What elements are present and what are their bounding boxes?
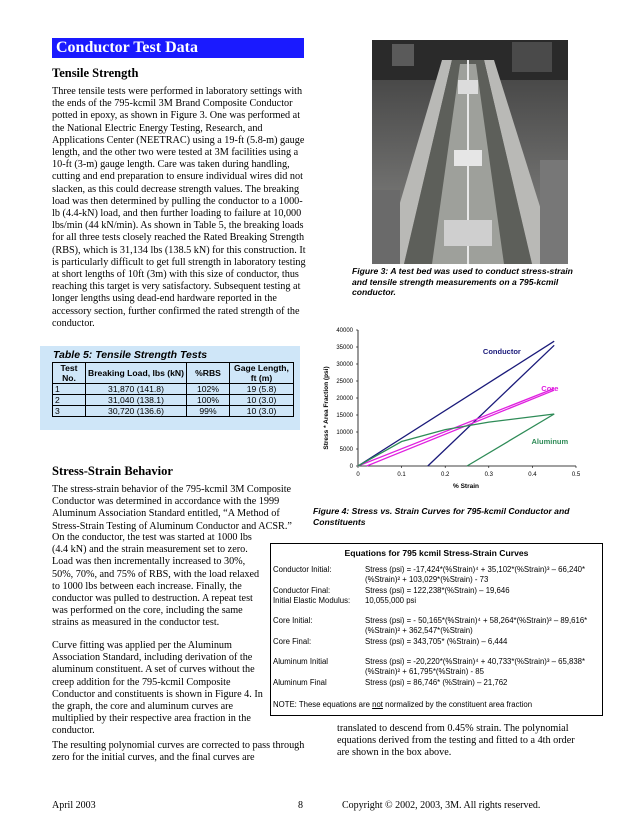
x-tick-label: 0.5 (571, 472, 581, 478)
y-tick-label: 0 (349, 464, 353, 470)
y-axis-label: Stress * Area Fraction (psi) (323, 366, 330, 450)
eq-label: Aluminum Final (273, 678, 327, 687)
table5-header-row (53, 363, 294, 384)
figure4-chart (318, 322, 598, 492)
x-tick-label: 0.2 (441, 472, 450, 478)
eq-text: Stress (psi) = - 50,165*(%Strain)⁴ + 58,264*(%Strain)³ – 89,616*(%Strain)² + 362,547*(%Strain) (365, 616, 588, 635)
table5-header: %RBS (187, 363, 230, 384)
table5 (52, 362, 294, 417)
y-tick-label: 40000 (336, 328, 353, 334)
stress-strain-para1: The stress-strain behavior of the 795-kcmil 3M Composite Conductor was determined in accordance with the 1999 Aluminum Association Standard entitled, “A Method of Stress-Strain Testing of Aluminum Conductor and ACSR.” (52, 484, 292, 532)
y-tick-label: 15000 (336, 413, 353, 419)
x-tick-label: 0.4 (528, 472, 537, 478)
table5-header: Gage Length, ft (m) (230, 363, 294, 384)
stress-strain-para3: The resulting polynomial curves are corrected to pass through zero for the initial curves, and the final curves are (52, 740, 305, 764)
footer-copyright: Copyright © 2002, 2003, 3M. All rights reserved. (342, 800, 541, 811)
tensile-paragraph: Three tensile tests were performed in laboratory settings with the ends of the 795-kcmil 3M Brand Composite Conductor potted in epoxy, as shown in Figure 3. One was performed at the National Electric Energy Testing, Research, and Applications Center (NEETRAC) using a 19-ft (5.8-m) gauge length, and the other two were tested at 3M facilities using a 10-ft (3-m) gauge length. Care was taken during handling, cutting and end preparation to ensure individual wires did not slacken, as this could decrease strength values. The breaking load was then determined by pulling the conductor to a 1000-lb (4.4-kN) load, and then further loading to failure at 10,000 lbs/min (44 kN/min). As shown in Table 5, the breaking loads for all three tests closely reached the Rated Breaking Strength (RBS), which is 31,134 lbs (138.5 kN) for this construction. It is particularly difficult to get full strength in laboratory testing at short lengths of 10ft (3m) with this size of conductor, thus reaching this target is very satisfactory. Subsequent testing at longer lengths using dead-end hardware reported in the accessory section, further confirmed the rated strength of the conductor. (52, 86, 306, 329)
table-row (53, 406, 294, 417)
table-cell: 102% (187, 384, 230, 395)
eq-text: Stress (psi) = -17,424*(%Strain)⁴ + 35,102*(%Strain)³ – 66,240*(%Strain)² + 103,029*(%Strain) - 73 (365, 565, 586, 584)
eq-label: Aluminum Initial (273, 657, 329, 666)
table-cell: 99% (187, 406, 230, 417)
table-cell: 100% (187, 395, 230, 406)
stress-strain-heading: Stress-Strain Behavior (52, 464, 173, 478)
x-tick-label: 0.3 (484, 472, 493, 478)
stress-strain-para2: Curve fitting was applied per the Aluminum Association Standard, including derivation of the aluminum constituent. A set of curves without the creep addition for the 795-kcmil Composite Conductor and constituents is shown in Figure 4. In the graph, the core and aluminum curves are multiplied by their respective area fraction in the conductor. (52, 640, 263, 737)
y-tick-label: 5000 (339, 447, 353, 453)
footer-page: 8 (298, 800, 303, 811)
x-tick-label: 0.1 (397, 472, 406, 478)
conductor-initial-curve (358, 341, 554, 466)
note-suffix: normalized by the constituent area fraction (382, 700, 533, 709)
y-tick-label: 25000 (336, 379, 353, 385)
note-not: not (372, 700, 383, 709)
stress-strain-para3-cont: translated to descend from 0.45% strain. The polynomial equations derived from the testing and fitted to a 4th order are shown in the box above. (337, 723, 575, 759)
table-cell: 1 (53, 384, 86, 395)
y-tick-label: 20000 (336, 396, 353, 402)
eq-label: Core Final: (273, 637, 312, 646)
table5-title: Table 5: Tensile Strength Tests (53, 349, 208, 361)
figure3-caption: Figure 3: A test bed was used to conduct stress-strain and tensile strength measurements on a 795-kcmil conductor. (352, 266, 573, 298)
footer-date: April 2003 (52, 800, 96, 811)
tensile-heading: Tensile Strength (52, 66, 139, 80)
table-cell: 3 (53, 406, 86, 417)
equations-title: Equations for 795 kcmil Stress-Strain Curves (344, 548, 529, 558)
table-row (53, 384, 294, 395)
table5-panel (40, 346, 300, 430)
y-tick-label: 30000 (336, 362, 353, 368)
x-axis-label: % Strain (452, 483, 480, 490)
aluminum-series-label: Aluminum (531, 436, 569, 446)
stress-strain-chart (318, 322, 598, 492)
eq-text: Stress (psi) = 122,238*(%Strain) – 19,646 (365, 586, 510, 595)
eq-text: Stress (psi) = 86,746* (%Strain) – 21,762 (365, 678, 508, 687)
table-cell: 2 (53, 395, 86, 406)
table5-header: Test No. (53, 363, 86, 384)
table-cell: 19 (5.8) (230, 384, 294, 395)
y-tick-label: 35000 (336, 345, 353, 351)
test-bed-photo (372, 40, 568, 264)
core-series-label: Core (541, 384, 559, 394)
eq-text: Stress (psi) = -20,220*(%Strain)⁴ + 40,733*(%Strain)³ – 65,838*(%Strain)² + 61,795*(%Strain) - 85 (365, 657, 586, 676)
table-cell: 31,870 (141.8) (86, 384, 187, 395)
equations-note (273, 700, 532, 709)
eq-text: 10,055,000 psi (365, 596, 417, 605)
table-cell: 10 (3.0) (230, 406, 294, 417)
conductor-final-curve (428, 345, 554, 466)
table-row (53, 395, 294, 406)
eq-label: Core Initial: (273, 616, 313, 625)
table-cell: 30,720 (136.6) (86, 406, 187, 417)
eq-label: Conductor Initial: (273, 565, 332, 574)
eq-label: Initial Elastic Modulus: (273, 596, 351, 605)
table-cell: 31,040 (138.1) (86, 395, 187, 406)
equations-box (270, 543, 603, 716)
test-bed-photo-svg (372, 40, 568, 264)
eq-text: Stress (psi) = 343,705* (%Strain) – 6,444 (365, 637, 508, 646)
section-title: Conductor Test Data (52, 38, 304, 58)
stress-strain-para1-cont: On the conductor, the test was started at 1000 lbs (4.4 kN) and the strain measurement set to zero. Load was then incrementally increased to 30%, 50%, 70%, and 75% of RBS, with the load relaxed to 1000 lbs between each increase. Finally, the conductor was pulled to destruction. A repeat test was performed on the core, including the same strains as measured in the conductor test. (52, 532, 260, 629)
y-tick-label: 10000 (336, 430, 353, 436)
x-tick-label: 0 (356, 472, 360, 478)
eq-label: Conductor Final: (273, 586, 331, 595)
table5-header: Breaking Load, lbs (kN) (86, 363, 187, 384)
note-prefix: NOTE: These equations are (273, 700, 373, 709)
table-cell: 10 (3.0) (230, 395, 294, 406)
figure4-caption: Figure 4: Stress vs. Strain Curves for 795-kcmil Conductor and Constituents (313, 506, 570, 527)
conductor-series-label: Conductor (482, 346, 521, 356)
